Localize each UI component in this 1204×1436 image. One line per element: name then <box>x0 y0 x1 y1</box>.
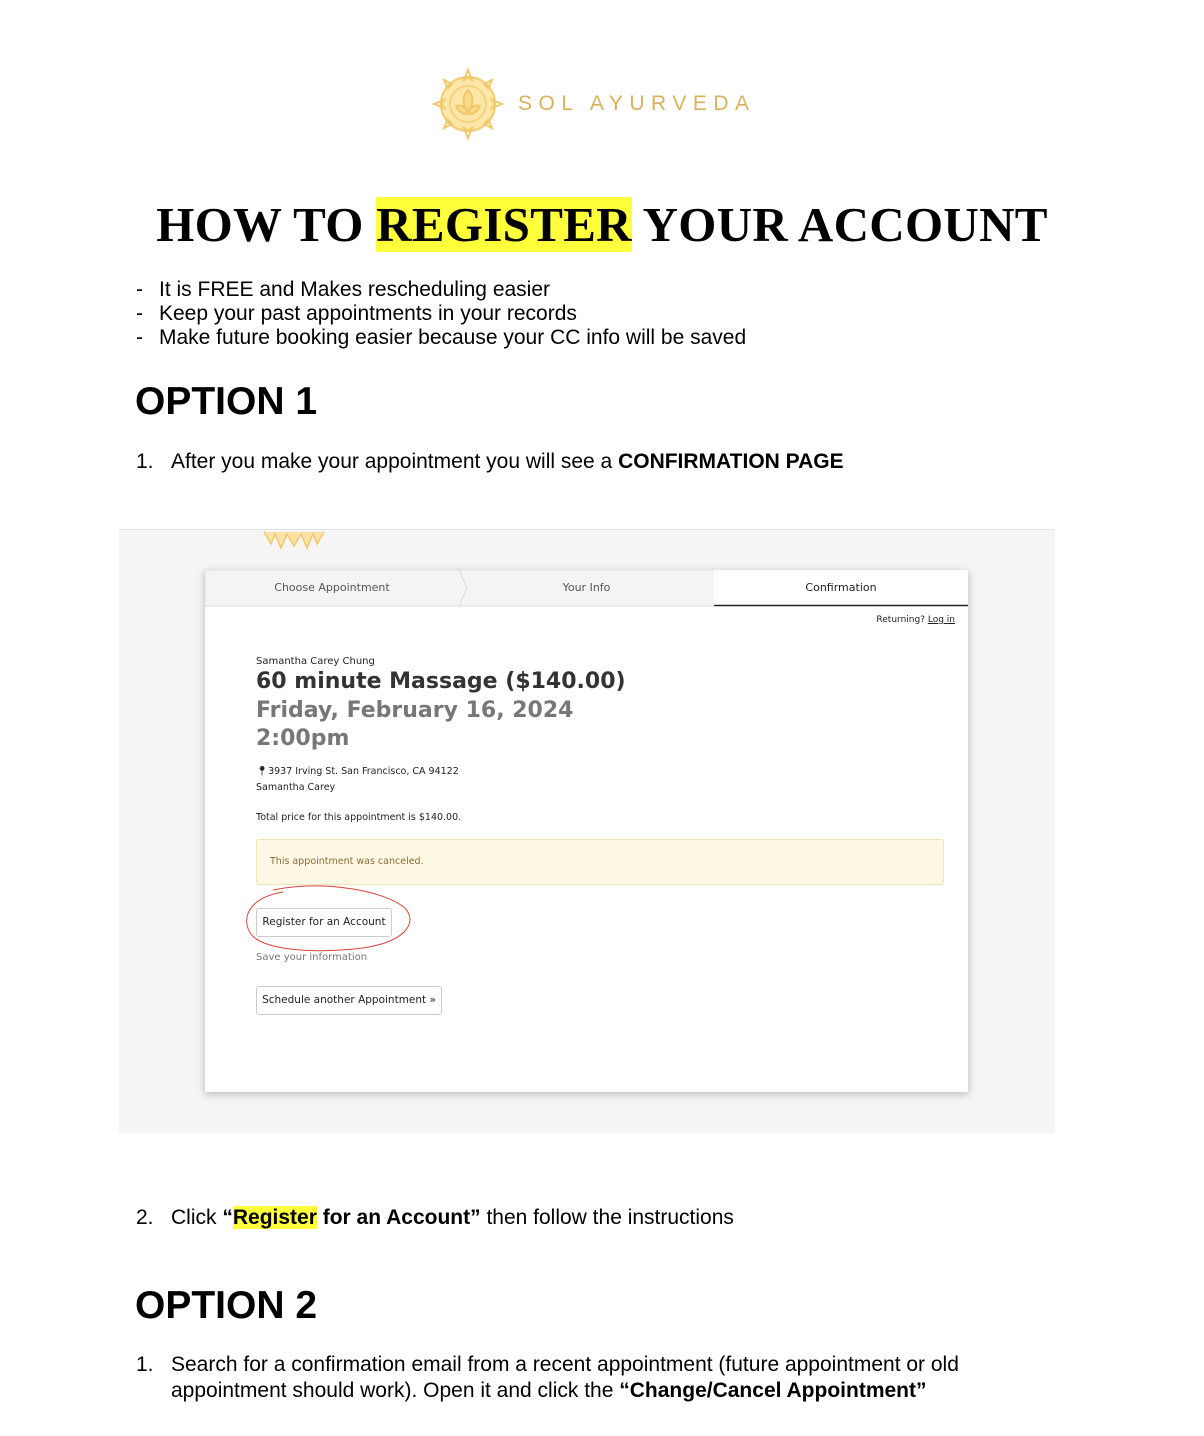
step-number: 1. <box>136 450 154 473</box>
confirmation-card <box>205 570 968 1092</box>
page-title <box>0 196 1204 253</box>
step-number: 1. <box>136 1353 154 1376</box>
option1-heading: OPTION 1 <box>135 380 318 423</box>
step-text: After you make your appointment you will see a <box>171 450 619 473</box>
step-text: appointment should work). Open it and click the <box>171 1379 620 1402</box>
save-info-text: Save your information <box>256 952 368 963</box>
title-before: HOW TO <box>156 197 364 252</box>
title-after: YOUR ACCOUNT <box>642 197 1048 252</box>
quote-open: “ <box>222 1206 233 1229</box>
title-highlight: REGISTER <box>376 197 632 252</box>
returning-login <box>876 615 955 625</box>
provider-name: Samantha Carey <box>256 782 336 793</box>
option2-step1 <box>136 1352 959 1404</box>
schedule-another-button[interactable]: Schedule another Appointment » <box>256 986 442 1015</box>
canceled-alert <box>256 839 944 885</box>
service-title: 60 minute Massage ($140.00) <box>256 669 626 694</box>
option1-step1 <box>136 450 844 474</box>
logo-text: SOL AYURVEDA <box>518 92 756 115</box>
step-number: 2. <box>136 1206 154 1229</box>
benefit-item: Make future booking easier because your CC info will be saved <box>159 326 747 349</box>
login-link[interactable]: Log in <box>927 615 955 625</box>
address-line <box>256 766 459 777</box>
benefit-item: Keep your past appointments in your records <box>159 302 577 325</box>
option1-step2 <box>136 1206 734 1230</box>
benefit-item: It is FREE and Makes rescheduling easier <box>159 278 551 301</box>
logo-icon <box>430 66 506 142</box>
appointment-date: Friday, February 16, 2024 <box>256 698 574 723</box>
returning-label: Returning? <box>876 615 925 625</box>
benefits-list: - It is FREE and Makes rescheduling easier - Keep your past appointments in your records - Make future booking easier because your CC info will be saved <box>136 278 747 349</box>
step-bold-text: “Change/Cancel Appointment” <box>619 1379 927 1402</box>
address-text: 3937 Irving St. San Francisco, CA 94122 <box>268 766 459 777</box>
step-your-info[interactable]: Your Info <box>562 581 611 594</box>
step-text: Click <box>171 1206 223 1229</box>
option2-heading: OPTION 2 <box>135 1284 318 1327</box>
map-marker-icon: 📍︎ <box>256 766 269 777</box>
step-bold-text: CONFIRMATION PAGE <box>618 450 844 473</box>
total-price: Total price for this appointment is $140.00. <box>256 812 462 823</box>
step-text: Search for a confirmation email from a recent appointment (future appointment or old <box>171 1353 959 1376</box>
step-confirmation[interactable]: Confirmation <box>805 581 877 594</box>
lotus-partial-icon <box>259 529 329 550</box>
confirmation-screenshot <box>119 529 1055 1133</box>
step-text-after: then follow the instructions <box>480 1206 734 1229</box>
canceled-alert-text: This appointment was canceled. <box>270 856 424 867</box>
appointment-time: 2:00pm <box>256 726 350 751</box>
step-choose-appointment[interactable]: Choose Appointment <box>274 581 390 594</box>
step-highlight: Register <box>232 1206 317 1229</box>
register-account-button[interactable]: Register for an Account <box>256 908 392 937</box>
client-name: Samantha Carey Chung <box>256 656 375 667</box>
step-bold-text: for an Account” <box>316 1206 481 1229</box>
annotation-circle <box>243 884 415 956</box>
